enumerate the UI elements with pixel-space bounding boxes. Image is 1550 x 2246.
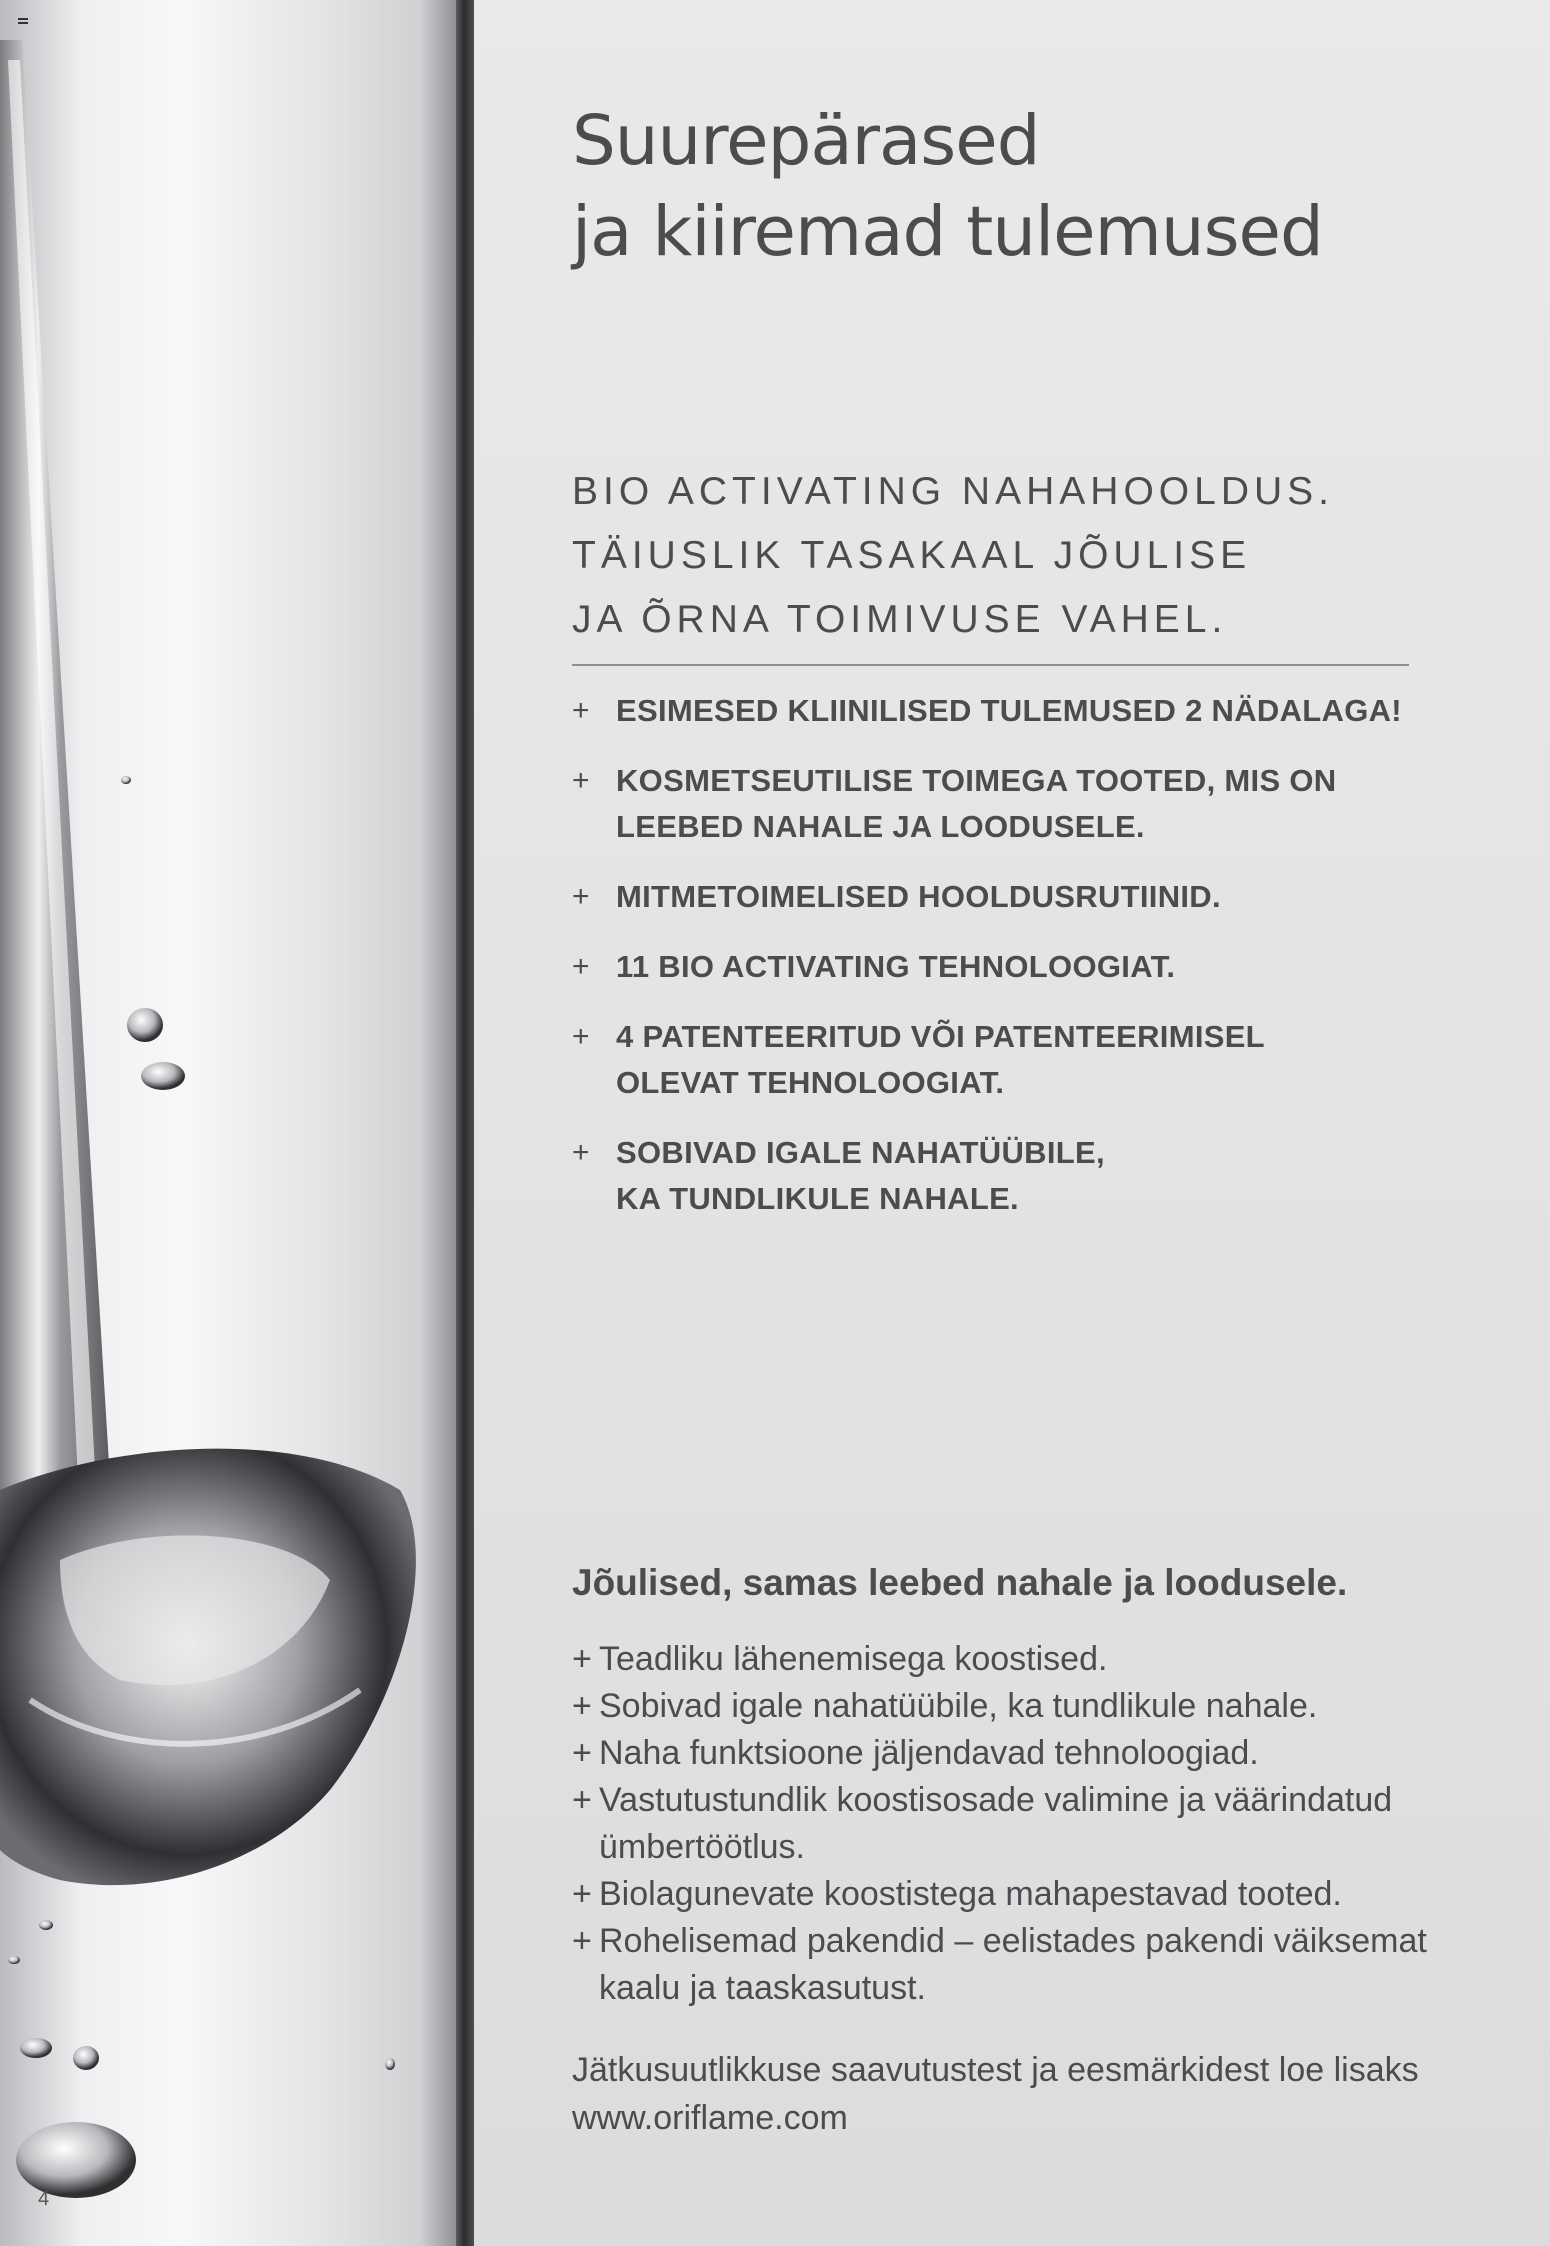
benefit-item — [572, 758, 1432, 850]
subheading-line-1: BIO ACTIVATING NAHAHOOLDUS. — [572, 470, 1334, 513]
page-number: 4 — [38, 2188, 50, 2210]
footer-note — [572, 2046, 1472, 2142]
plus-icon: + — [572, 694, 590, 727]
website-link[interactable]: www.oriflame.com — [572, 2099, 848, 2137]
menu-icon[interactable] — [18, 18, 28, 26]
benefit-text-continued: KA TUNDLIKULE NAHALE. — [616, 1181, 1019, 1216]
plus-icon: + — [572, 1875, 592, 1913]
plus-icon: + — [572, 880, 590, 913]
plus-icon: + — [572, 1640, 592, 1678]
sustainability-item — [572, 1730, 1472, 1777]
benefit-item — [572, 1130, 1432, 1222]
sustainability-item — [572, 1918, 1472, 2012]
benefit-text: MITMETOIMELISED HOOLDUSRUTIINID. — [616, 879, 1221, 914]
benefit-item — [572, 874, 1432, 920]
sustainability-text: Sobivad igale nahatüübile, ka tundlikule nahale. — [599, 1687, 1318, 1725]
plus-icon: + — [572, 1687, 592, 1725]
sustainability-text: Vastutustundlik koostisosade valimine ja väärindatud — [599, 1781, 1393, 1819]
plus-icon: + — [572, 764, 590, 797]
page-title-line-1: Suurepärased — [572, 101, 1040, 181]
serum-drop-image — [0, 0, 456, 2246]
sustainability-item — [572, 1683, 1472, 1730]
benefit-text: ESIMESED KLIINILISED TULEMUSED 2 NÄDALAGA! — [616, 693, 1402, 728]
subheading — [572, 460, 1432, 652]
plus-icon: + — [572, 1922, 592, 1960]
sustainability-list — [572, 1636, 1472, 2012]
subheading-line-2: TÄIUSLIK TASAKAAL JÕULISE — [572, 534, 1252, 577]
sustainability-text: Teadliku lähenemisega koostised. — [599, 1640, 1108, 1678]
sustainability-item — [572, 1871, 1472, 1918]
plus-icon: + — [572, 1136, 590, 1169]
benefit-text: KOSMETSEUTILISE TOIMEGA TOOTED, MIS ON — [616, 763, 1337, 798]
page-title — [572, 96, 1472, 278]
sustainability-item — [572, 1777, 1472, 1871]
benefit-item — [572, 944, 1432, 990]
sustainability-title: Jõulised, samas leebed nahale ja loodusele. — [572, 1562, 1348, 1603]
sustainability-text: Rohelisemad pakendid – eelistades pakendi väiksemat — [599, 1922, 1427, 1960]
sustainability-text-continued: ümbertöötlus. — [599, 1828, 805, 1866]
benefit-text: 4 PATENTEERITUD VÕI PATENTEERIMISEL — [616, 1019, 1265, 1054]
page-title-line-2: ja kiiremad tulemused — [572, 192, 1323, 272]
vertical-divider — [456, 0, 474, 2246]
plus-icon: + — [572, 950, 590, 983]
benefit-item — [572, 688, 1432, 734]
sustainability-text-continued: kaalu ja taaskasutust. — [599, 1969, 926, 2007]
benefits-list — [572, 688, 1432, 1246]
benefit-text-continued: LEEBED NAHALE JA LOODUSELE. — [616, 809, 1145, 844]
benefit-text: 11 BIO ACTIVATING TEHNOLOOGIAT. — [616, 949, 1176, 984]
benefit-item — [572, 1014, 1432, 1106]
section-divider — [572, 664, 1409, 666]
sustainability-item — [572, 1636, 1472, 1683]
footer-note-text: Jätkusuutlikkuse saavutustest ja eesmärkidest loe lisaks — [572, 2051, 1419, 2089]
sustainability-text: Naha funktsioone jäljendavad tehnoloogiad. — [599, 1734, 1259, 1772]
serum-drop-illustration — [0, 0, 456, 2246]
sustainability-text: Biolagunevate koostistega mahapestavad tooted. — [599, 1875, 1342, 1913]
plus-icon: + — [572, 1781, 592, 1819]
plus-icon: + — [572, 1020, 590, 1053]
benefit-text-continued: OLEVAT TEHNOLOOGIAT. — [616, 1065, 1005, 1100]
subheading-line-3: JA ÕRNA TOIMIVUSE VAHEL. — [572, 598, 1228, 641]
plus-icon: + — [572, 1734, 592, 1772]
benefit-text: SOBIVAD IGALE NAHATÜÜBILE, — [616, 1135, 1105, 1170]
